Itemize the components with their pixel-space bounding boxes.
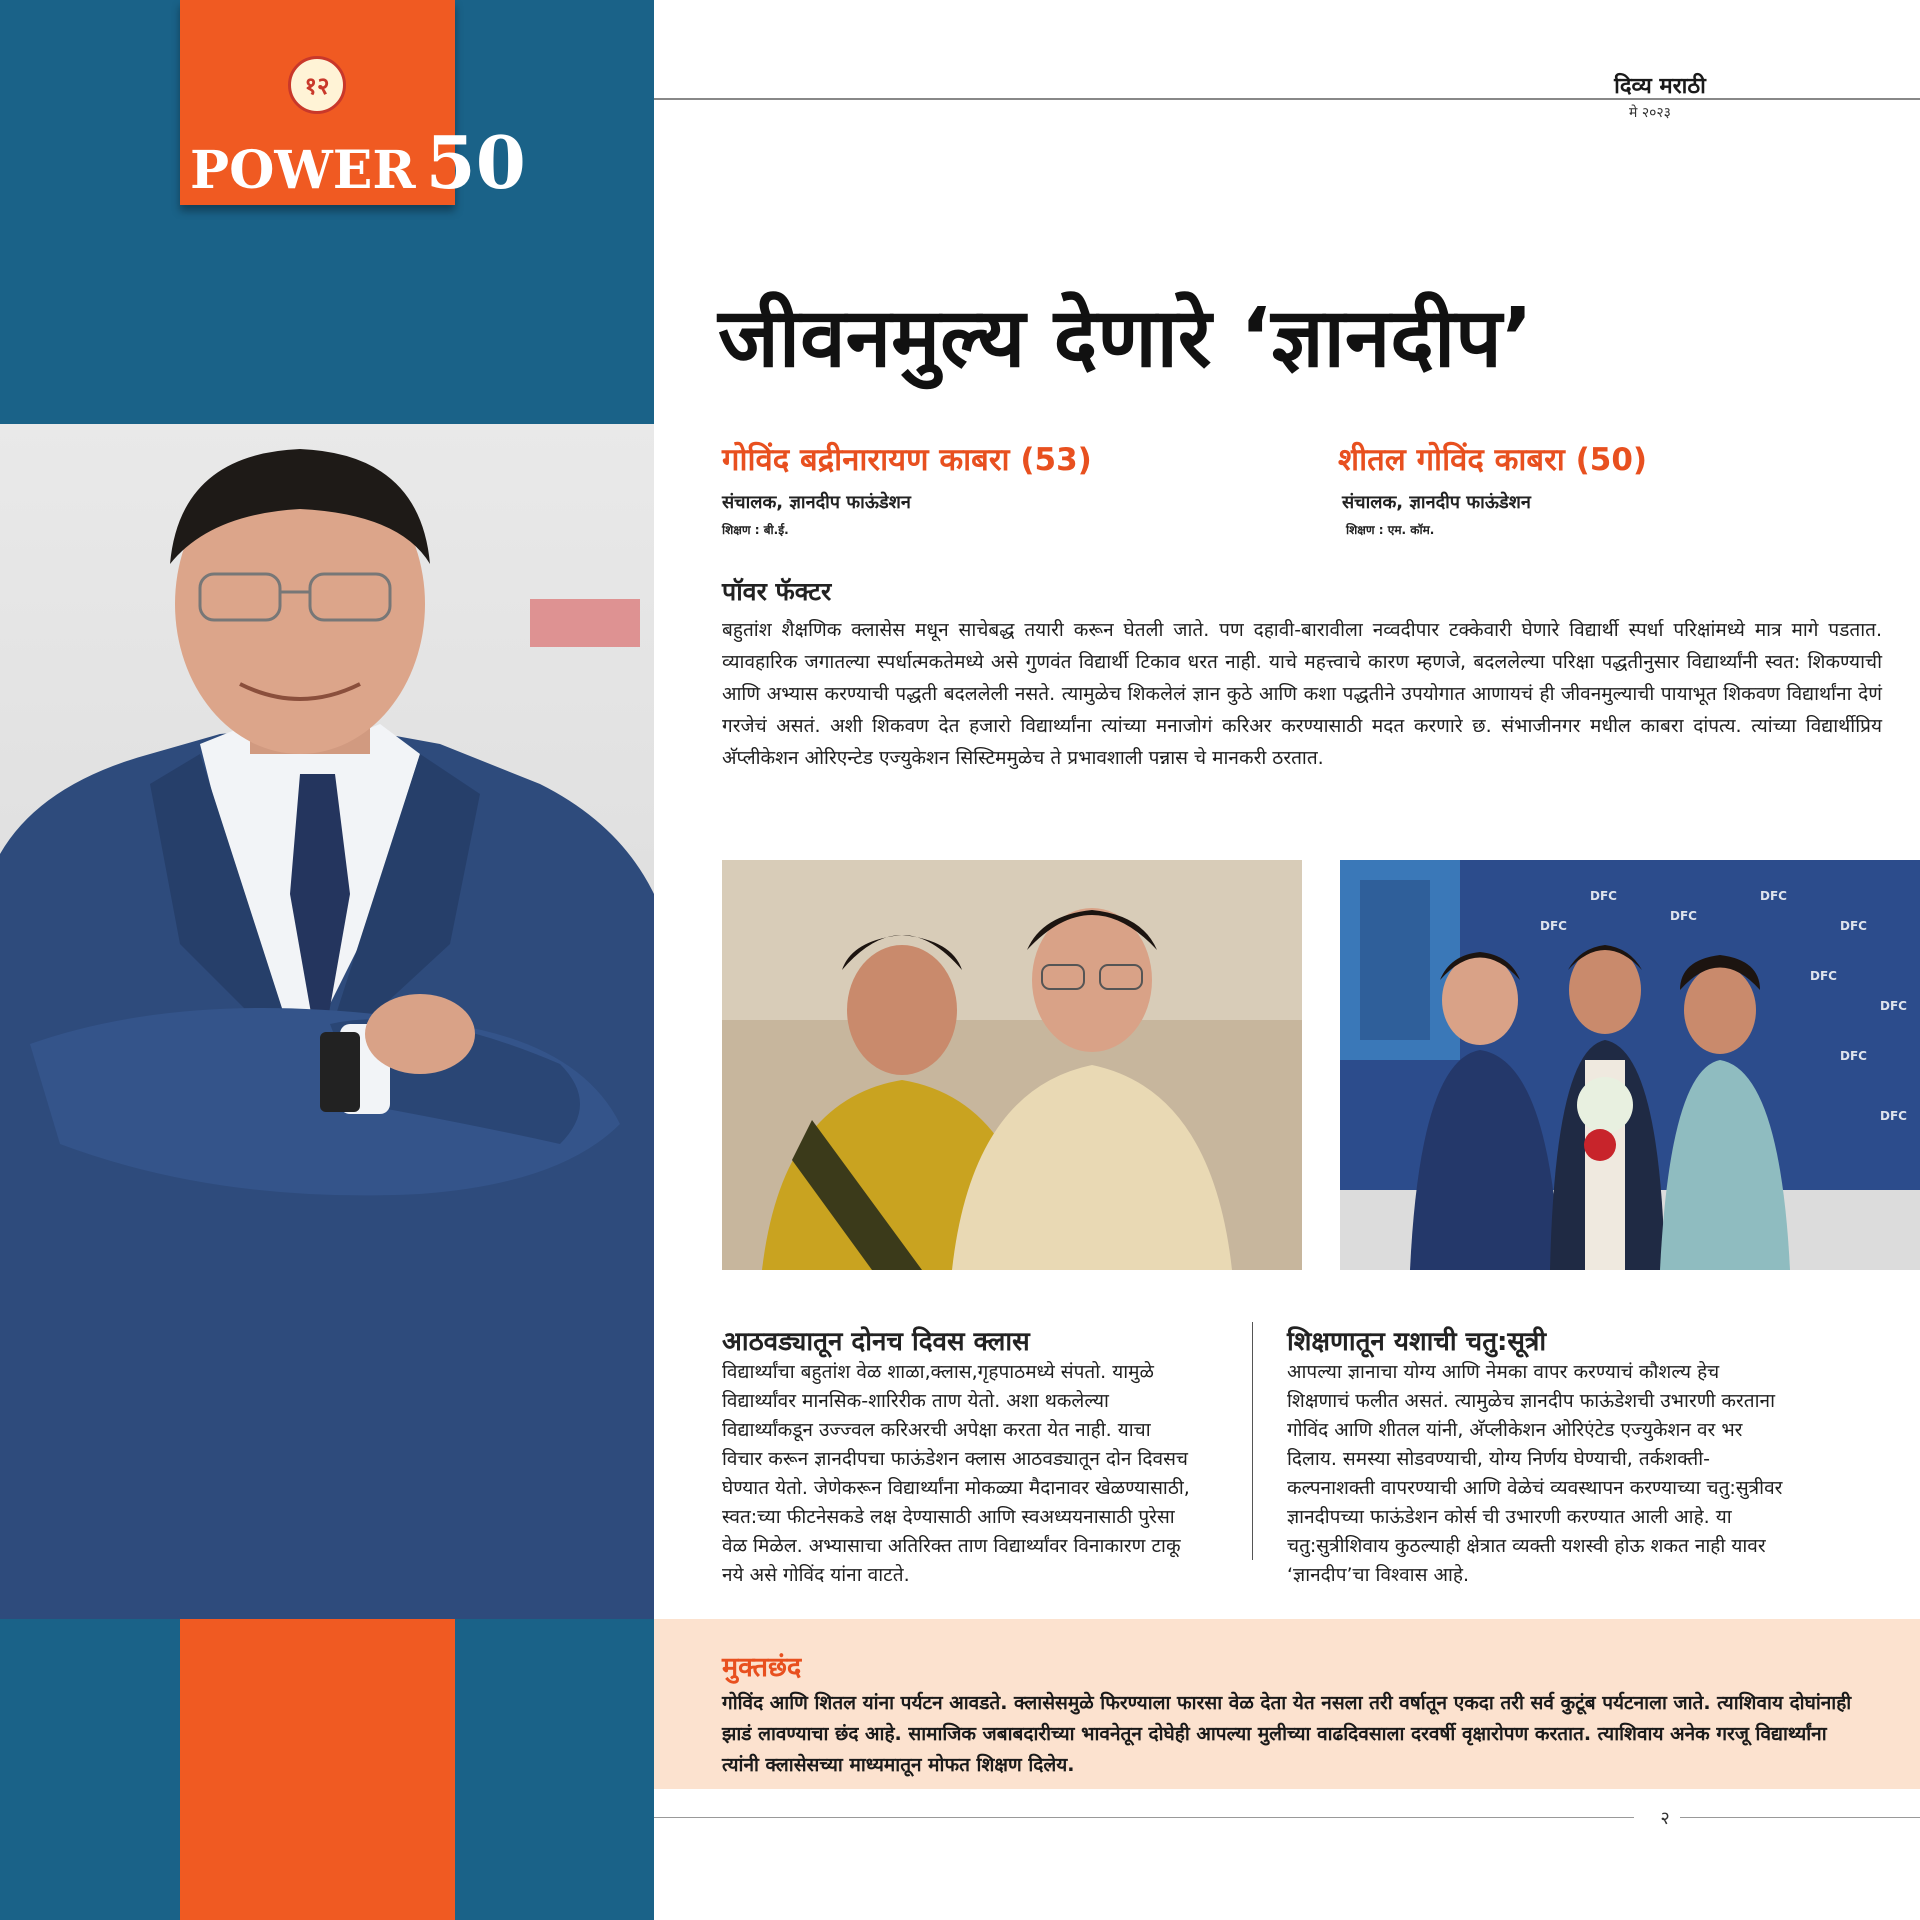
- section2-heading: शिक्षणातून यशाची चतु:सूत्री: [1287, 1327, 1547, 1357]
- person1-education: शिक्षण : बी.ई.: [722, 523, 789, 537]
- mukt-chhand-heading: मुक्तछंद: [722, 1652, 802, 1683]
- section1-heading: आठवड्यातून दोनच दिवस क्लास: [722, 1327, 1030, 1357]
- issue-date: मे २०२३: [1629, 105, 1671, 121]
- svg-text:DFC: DFC: [1670, 909, 1697, 923]
- person2-education: शिक्षण : एम. कॉम.: [1346, 523, 1435, 537]
- event-photo: [1340, 860, 1920, 1270]
- headline: जीवनमुल्य देणारे ‘ज्ञानदीप’: [718, 291, 1533, 386]
- left-bottom-orange-stripe: [180, 1619, 455, 1920]
- power-word: POWER: [190, 140, 416, 201]
- svg-text:DFC: DFC: [1760, 889, 1787, 903]
- masthead-rule: [654, 98, 1920, 100]
- power-factor-body: बहुतांश शैक्षणिक क्लासेस मधून साचेबद्ध तयारी करून घेतली जाते. पण दहावी-बारावीला नव्वदीपार टक्केवारी घेणारे विद्यार्थी स्पर्धा परिक्षांमध्ये मात्र मागे पडतात. व्यावहारिक जगातल्या स्पर्धात्मकतेमध्ये असे गुणवंत विद्यार्थी टिकाव धरत नाही. याचे महत्त्वाचे कारण म्हणजे, बदललेल्या परिक्षा पद्धतीनुसार विद्यार्थ्यांनी स्वत: शिकण्याची आणि अभ्यास करण्याची पद्धती बदललेली नसते. त्यामुळेच शिकलेलं ज्ञान कुठे आणि कशा पद्धतीने उपयोगात आणायचं ही जीवनमुल्याची पायाभूत शिकवण विद्यार्थांना देणं गरजेचं असतं. अशी शिकवण देत हजारो विद्यार्थ्यांना त्यांच्या मनाजोगं करिअर करण्यासाठी मदत करणारे छ. संभाजीनगर मधील काबरा दांपत्य. त्यांच्या विद्यार्थीप्रिय अ‍ॅप्लीकेशन ओरिएन्टेड एज्युकेशन सिस्टिममुळेच ते प्रभावशाली पन्नास चे मानकरी ठरतात.: [722, 619, 1882, 769]
- person2-role: संचालक, ज्ञानदीप फाऊंडेशन: [1342, 492, 1531, 513]
- column-divider: [1252, 1322, 1253, 1560]
- svg-text:DFC: DFC: [1880, 1109, 1907, 1123]
- mukt-chhand-body: गोविंद आणि शितल यांना पर्यटन आवडते. क्लासेसमुळे फिरण्याला फारसा वेळ देता येत नसला तरी वर्षातून एकदा तरी सर्व कुटूंब पर्यटनाला जाते. त्याशिवाय दोघांनाही झाडं लावण्याचा छंद आहे. सामाजिक जबाबदारीच्या भावनेतून दोघेही आपल्या मुलीच्या वाढदिवसाला दरवर्षी वृक्षारोपण करतात. त्याशिवाय अनेक गरजू विद्यार्थ्यांना त्यांनी क्लासेसच्या माध्यमातून मोफत शिक्षण दिलेय.: [722, 1692, 1852, 1776]
- svg-text:DFC: DFC: [1810, 969, 1837, 983]
- page-number: २: [1660, 1808, 1670, 1829]
- svg-text:DFC: DFC: [1840, 1049, 1867, 1063]
- portrait-photo: [0, 424, 654, 1619]
- man-in-suit-portrait: [0, 424, 654, 1619]
- svg-text:DFC: DFC: [1540, 919, 1567, 933]
- person1-name: गोविंद बद्रीनारायण काबरा (53): [722, 442, 1092, 478]
- power50-label: [190, 120, 526, 205]
- footer-rule: [654, 1817, 1634, 1818]
- person2-name: शीतल गोविंद काबरा (50): [1338, 442, 1648, 478]
- anniversary-seal-icon: १२: [288, 56, 346, 114]
- fifty-number: 50: [425, 120, 526, 205]
- svg-text:DFC: DFC: [1590, 889, 1617, 903]
- couple-photo: [722, 860, 1302, 1270]
- footer-rule-right: [1680, 1817, 1920, 1818]
- person1-role: संचालक, ज्ञानदीप फाऊंडेशन: [722, 492, 911, 513]
- svg-text:DFC: DFC: [1840, 919, 1867, 933]
- power-factor-heading: पॉवर फॅक्टर: [722, 577, 832, 606]
- svg-text:DFC: DFC: [1880, 999, 1907, 1013]
- section2-body: आपल्या ज्ञानाचा योग्य आणि नेमका वापर करण्याचं कौशल्य हेच शिक्षणाचं फलीत असतं. त्यामुळेच ज्ञानदीप फाऊंडेशची उभारणी करताना गोविंद आणि शीतल यांनी, अ‍ॅप्लीकेशन ओरिएंटेड एज्युकेशन वर भर दिलाय. समस्या सोडवण्याची, योग्य निर्णय घेण्याची, तर्कशक्ती-कल्पनाशक्ती वापरण्याची आणि वेळेचं व्यवस्थापन करण्याच्या चतु:सुत्रीवर ज्ञानदीपच्या फाऊंडेशन कोर्स ची उभारणी करण्यात आली आहे. या चतु:सुत्रीशिवाय कुठल्याही क्षेत्रात व्यक्ती यशस्वी होऊ शकत नाही यावर ‘ज्ञानदीप’चा विश्वास आहे.: [1287, 1361, 1783, 1586]
- section1-body: विद्यार्थ्यांचा बहुतांश वेळ शाळा,क्लास,गृहपाठमध्ये संपतो. यामुळे विद्यार्थ्यांवर मानसिक-शारिरीक ताण येतो. अशा थकलेल्या विद्यार्थ्यांकडून उज्ज्वल करिअरची अपेक्षा करता येत नाही. याचा विचार करून ज्ञानदीपचा फाऊंडेशन क्लास आठवड्यातून दोन दिवसच घेण्यात येतो. जेणेकरून विद्यार्थ्यांना मोकळ्या मैदानावर खेळण्यासाठी, स्वत:च्या फीटनेसकडे लक्ष देण्यासाठी आणि स्वअध्ययनासाठी पुरेसा वेळ मिळेल. अभ्यासाचा अतिरिक्त ताण विद्यार्थ्यांवर विनाकारण टाकू नये असे गोविंद यांना वाटते.: [722, 1361, 1190, 1586]
- newspaper-logo: दिव्य मराठी: [1614, 73, 1706, 99]
